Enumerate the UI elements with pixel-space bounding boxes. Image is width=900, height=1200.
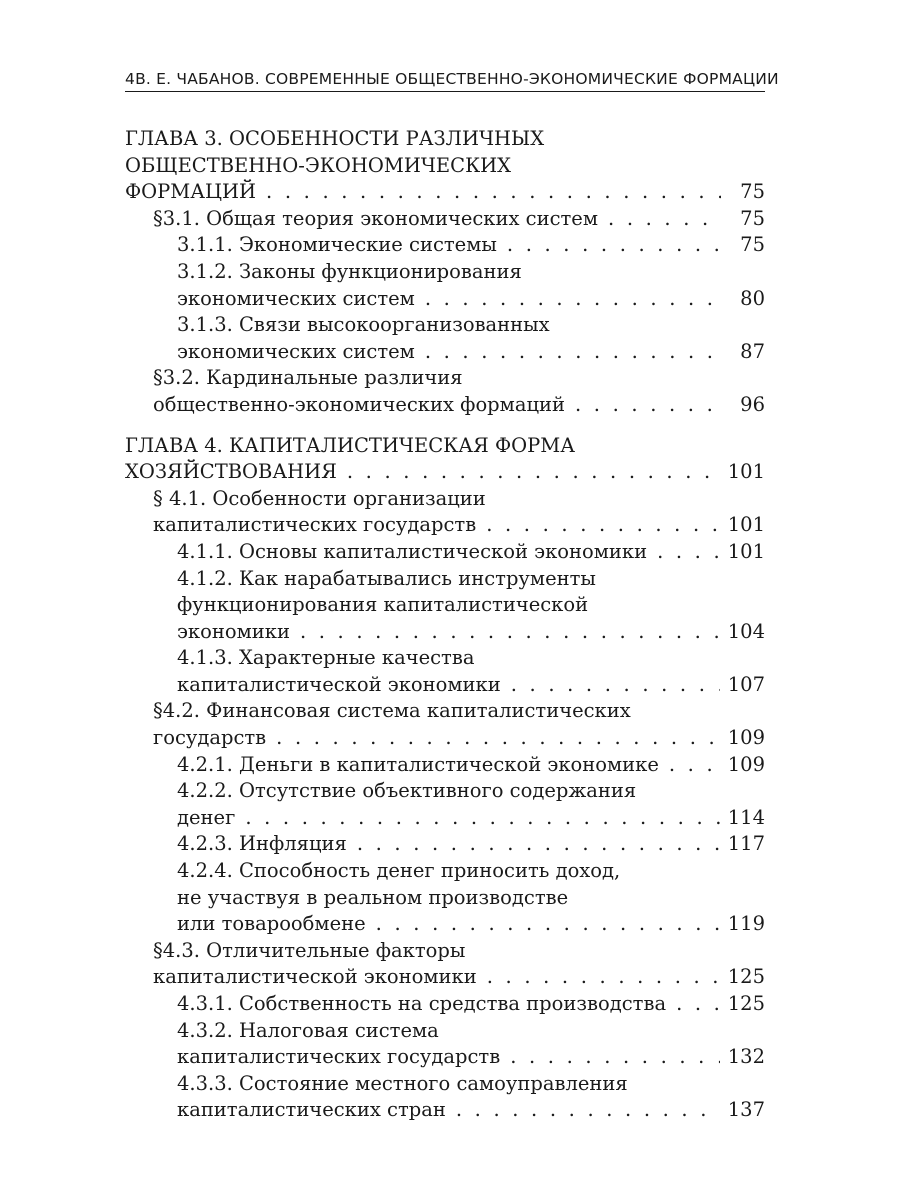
- toc-entry-title-line: общественно-экономических формаций: [153, 392, 565, 416]
- toc-entry-title-line: §3.1. Общая теория экономических систем: [153, 206, 599, 230]
- toc-section-entry: [125, 698, 765, 751]
- toc-page-number: 114: [727, 805, 765, 829]
- toc-subsection-entry: [125, 991, 765, 1018]
- toc-entry-title-line: 4.3.2. Налоговая система: [177, 1018, 439, 1042]
- toc-entry-title-line: 4.3.3. Состояние местного самоуправления: [177, 1071, 628, 1095]
- toc-entry-row: [125, 459, 765, 486]
- toc-entry-row: [177, 232, 765, 259]
- toc-entry-title-line: 4.2.2. Отсутствие объективного содержания: [177, 779, 637, 803]
- toc-subsection-entry: [125, 752, 765, 779]
- dot-leader: [669, 752, 720, 779]
- toc-entry-row: [153, 725, 765, 752]
- dot-leader: [425, 286, 721, 313]
- toc-subsection-entry: [125, 1071, 765, 1124]
- toc-entry-row: [177, 991, 765, 1018]
- toc-section-entry: [125, 938, 765, 991]
- toc-page-number: 80: [740, 286, 765, 310]
- toc-entry-title-line: ХОЗЯЙСТВОВАНИЯ: [125, 460, 337, 484]
- dot-leader: [300, 619, 720, 646]
- toc-entry-title-line: 4.3.1. Собственность на средства производства: [177, 992, 667, 1015]
- toc-subsection-entry: [125, 566, 765, 646]
- toc-page-number: 96: [740, 392, 765, 416]
- toc-subsection-entry: [125, 539, 765, 566]
- toc-page-number: 125: [727, 965, 765, 989]
- toc-page-number: 132: [727, 1045, 765, 1069]
- toc-entry-title-line: §4.3. Отличительные факторы: [153, 938, 466, 962]
- toc-page-number: 75: [740, 206, 765, 230]
- toc-entry-row: [177, 1097, 765, 1124]
- toc-page-number: 101: [727, 513, 765, 537]
- dot-leader: [507, 232, 721, 259]
- toc-page-number: 104: [727, 619, 765, 643]
- toc-entry-row: [177, 339, 765, 366]
- toc-entry-row: [177, 752, 765, 779]
- toc-entry-row: [177, 672, 765, 699]
- dot-leader: [376, 911, 720, 938]
- toc-entry-title-line: экономики: [177, 619, 290, 643]
- dot-leader: [425, 339, 721, 366]
- dot-leader: [487, 964, 720, 991]
- page-number: 4: [125, 70, 136, 88]
- toc-page-number: 75: [740, 180, 765, 204]
- toc-subsection-entry: [125, 831, 765, 858]
- toc-entry-title-line: капиталистических государств: [177, 1045, 501, 1069]
- toc-entry-title-line: §4.2. Финансовая система капиталистических: [153, 699, 631, 723]
- toc-subsection-entry: [125, 858, 765, 938]
- toc-entry-title-line: или товарообмене: [177, 912, 366, 936]
- toc-chapter-entry: [125, 433, 765, 486]
- toc-page-number: 87: [740, 339, 765, 363]
- toc-entry-row: [153, 206, 765, 233]
- toc-page-number: 119: [727, 912, 765, 936]
- toc-section-entry: [125, 365, 765, 418]
- toc-entry-row: [153, 964, 765, 991]
- toc-entry-title-line: капиталистической экономики: [177, 672, 501, 696]
- toc-subsection-entry: [125, 312, 765, 365]
- toc-entry-title-line: 4.1.1. Основы капиталистической экономики: [177, 539, 648, 563]
- dot-leader: [608, 206, 721, 233]
- toc-page-number: 75: [740, 233, 765, 257]
- toc-page-number: 109: [727, 726, 765, 750]
- toc-entry-title-line: 4.2.4. Способность денег приносить доход,: [177, 859, 621, 883]
- toc-entry-title-line: §3.2. Кардинальные различия: [153, 366, 463, 390]
- dot-leader: [276, 725, 720, 752]
- toc-section-entry: [125, 206, 765, 233]
- toc-entry-title-line: капиталистической экономики: [153, 965, 477, 989]
- toc-entry-row: [177, 805, 765, 832]
- toc-entry-row: [177, 619, 765, 646]
- toc-entry-title-line: ОБЩЕСТВЕННО-ЭКОНОМИЧЕСКИХ: [125, 153, 512, 177]
- table-of-contents: [125, 126, 765, 1124]
- toc-entry-title-line: 4.1.3. Характерные качества: [177, 646, 475, 670]
- toc-section-entry: [125, 486, 765, 539]
- toc-entry-title-line: не участвуя в реальном производстве: [177, 885, 569, 909]
- toc-page-number: 101: [727, 539, 765, 563]
- running-title: В. Е. ЧАБАНОВ. СОВРЕМЕННЫЕ ОБЩЕСТВЕННО-ЭКОНОМИЧЕСКИЕ ФОРМАЦИИ: [135, 70, 779, 88]
- toc-entry-title-line: экономических систем: [177, 339, 415, 363]
- toc-entry-row: [177, 1044, 765, 1071]
- dot-leader: [575, 392, 721, 419]
- dot-leader: [347, 459, 720, 486]
- toc-subsection-entry: [125, 645, 765, 698]
- toc-page-number: 109: [727, 752, 765, 776]
- dot-leader: [266, 179, 721, 206]
- toc-page-number: 117: [727, 832, 765, 856]
- dot-leader: [511, 672, 720, 699]
- dot-leader: [245, 805, 719, 832]
- toc-entry-title-line: 4.2.3. Инфляция: [177, 832, 347, 856]
- toc-chapter-entry: [125, 126, 765, 206]
- toc-entry-row: [177, 911, 765, 938]
- toc-page-number: 125: [727, 992, 765, 1015]
- toc-entry-title-line: денег: [177, 805, 236, 829]
- toc-entry-title-line: 4.2.1. Деньги в капиталистической экономике: [177, 752, 659, 776]
- dot-leader: [357, 831, 720, 858]
- toc-entry-title-line: ФОРМАЦИЙ: [125, 180, 257, 204]
- toc-entry-title-line: ГЛАВА 3. ОСОБЕННОСТИ РАЗЛИЧНЫХ: [125, 127, 545, 150]
- toc-entry-row: [177, 831, 765, 858]
- toc-entry-row: [177, 539, 765, 566]
- toc-page-number: 137: [727, 1098, 765, 1122]
- toc-subsection-entry: [125, 232, 765, 259]
- toc-subsection-entry: [125, 778, 765, 831]
- dot-leader: [657, 539, 720, 566]
- toc-subsection-entry: [125, 1018, 765, 1071]
- toc-entry-title-line: ГЛАВА 4. КАПИТАЛИСТИЧЕСКАЯ ФОРМА: [125, 433, 575, 457]
- toc-entry-title-line: функционирования капиталистической: [177, 593, 589, 617]
- toc-entry-row: [153, 512, 765, 539]
- dot-leader: [510, 1044, 720, 1071]
- toc-entry-title-line: § 4.1. Особенности организации: [153, 486, 486, 510]
- dot-leader: [486, 512, 720, 539]
- running-header: [125, 70, 779, 92]
- toc-entry-title-line: экономических систем: [177, 286, 415, 310]
- toc-entry-title-line: капиталистических стран: [177, 1098, 446, 1122]
- toc-entry-title-line: капиталистических государств: [153, 513, 477, 537]
- toc-entry-title-line: 3.1.2. Законы функционирования: [177, 259, 522, 283]
- toc-page-number: 107: [727, 672, 765, 696]
- toc-entry-title-line: 3.1.3. Связи высокоорганизованных: [177, 313, 550, 337]
- toc-page-number: 101: [727, 460, 765, 484]
- toc-entry-title-line: 3.1.1. Экономические системы: [177, 233, 497, 257]
- toc-entry-title-line: государств: [153, 726, 267, 750]
- toc-entry-row: [125, 179, 765, 206]
- dot-leader: [456, 1097, 720, 1124]
- toc-entry-row: [153, 392, 765, 419]
- toc-entry-title-line: 4.1.2. Как нарабатывались инструменты: [177, 566, 596, 590]
- toc-subsection-entry: [125, 259, 765, 312]
- toc-entry-row: [177, 286, 765, 313]
- dot-leader: [676, 991, 720, 1018]
